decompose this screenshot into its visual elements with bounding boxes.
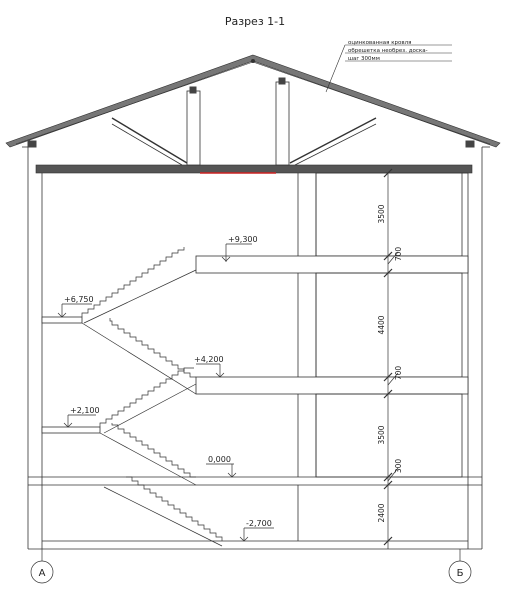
walls [22, 147, 490, 549]
stair-flight-3 [110, 318, 196, 377]
dim-3500-top: 3500 [377, 204, 386, 224]
roof-note-line-2: обрешетка необрез. доска- [348, 48, 428, 54]
level-label-0000: 0,000 [208, 455, 231, 464]
truss-strut-left [112, 118, 187, 163]
level-label-9300: +9,300 [228, 235, 258, 244]
level-mark-minus2700 [240, 528, 274, 541]
room-top [316, 173, 462, 256]
dim-4400: 4400 [377, 315, 386, 335]
level-mark-2100 [64, 415, 96, 427]
landing-2100 [42, 427, 100, 433]
level-label-4200: +4,200 [194, 355, 224, 364]
attic-slab [36, 165, 472, 173]
stair-flight-2 [100, 368, 194, 427]
level-mark-6750 [58, 304, 92, 317]
dim-700-lower: 700 [394, 365, 403, 381]
roof-note [326, 40, 452, 92]
right-rooms [196, 173, 468, 477]
landings [42, 317, 100, 433]
drawing-title: Разрез 1-1 [224, 15, 286, 28]
axis-label-b: Б [456, 568, 464, 579]
roof [6, 55, 500, 173]
axis-markers [31, 549, 471, 583]
stair-flight-basement [126, 477, 222, 541]
level-label-2100: +2,100 [70, 406, 100, 415]
dim-300: 300 [394, 458, 403, 474]
dim-700-upper: 700 [394, 246, 403, 262]
level-label-6750: +6,750 [64, 295, 94, 304]
room-middle [316, 273, 462, 377]
level-mark-4200 [196, 364, 224, 377]
truss-strut-right [290, 118, 376, 163]
roof-note-line-1: оцинкованная кровля [348, 40, 412, 46]
dimension-chain [384, 169, 398, 549]
roof-note-line-3: шаг 300мм [348, 56, 380, 62]
truss-post-left [187, 91, 200, 165]
slab-middle [196, 377, 468, 394]
roof-covering [6, 55, 500, 147]
stairs [82, 247, 222, 546]
dim-2400: 2400 [377, 503, 386, 523]
stair-flight-4 [82, 247, 184, 317]
landing-6750 [42, 317, 82, 323]
slab-upper [196, 256, 468, 273]
level-label-minus2700: -2,700 [246, 519, 272, 528]
room-lower [316, 394, 462, 477]
level-mark-0000 [206, 464, 236, 477]
dim-3500-lower: 3500 [377, 425, 386, 445]
truss-post-right [276, 82, 289, 165]
axis-label-a: А [38, 568, 46, 579]
stair-flight-1 [112, 423, 196, 477]
